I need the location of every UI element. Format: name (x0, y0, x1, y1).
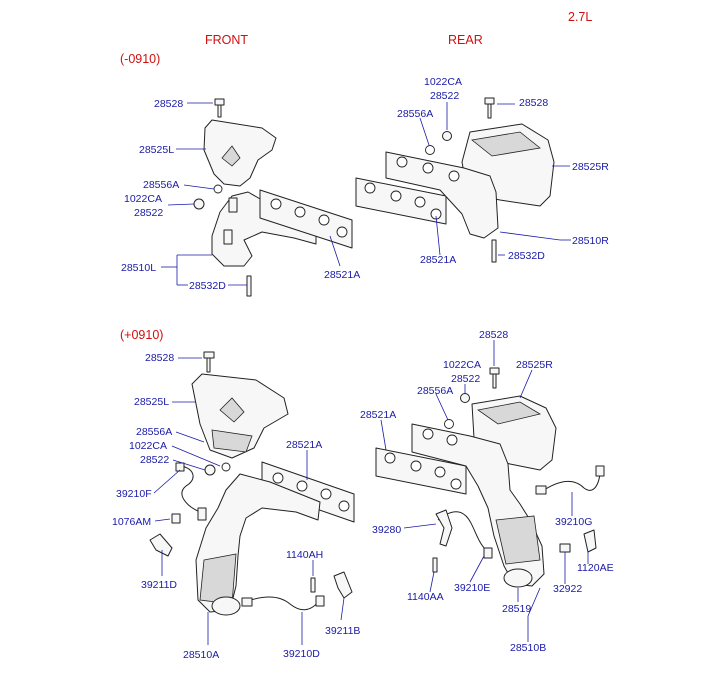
label-28528: 28528 (479, 329, 509, 341)
period-new-heading: (+0910) (120, 328, 164, 342)
label-28556A: 28556A (136, 426, 173, 438)
label-39210F: 39210F (116, 488, 152, 500)
gasket-ring-28556A (445, 420, 454, 429)
bolt-28528-top-rear (485, 98, 494, 118)
label-28556A: 28556A (417, 385, 454, 397)
label-1140AH: 1140AH (286, 549, 324, 561)
label-28556A: 28556A (397, 108, 434, 120)
label-39210E: 39210E (454, 582, 491, 594)
gasket-ring-28556A (426, 146, 435, 155)
bolt-28528-bottom-rear (490, 368, 499, 388)
label-28510R: 28510R (572, 235, 609, 247)
label-39210G: 39210G (555, 516, 593, 528)
o2-sensor-39210F (198, 508, 206, 520)
label-28525R: 28525R (516, 359, 553, 371)
label-28522: 28522 (134, 207, 164, 219)
nut-28522 (205, 465, 215, 475)
label-39280: 39280 (372, 524, 402, 536)
nut-28522 (194, 199, 204, 209)
nut-28522 (461, 394, 470, 403)
stud-28532D (247, 276, 251, 296)
bolt-28528-bottom-front (204, 352, 214, 372)
o2-sensor-39210G (536, 486, 546, 494)
label-28525L: 28525L (134, 396, 170, 408)
label-1140AA: 1140AA (407, 591, 444, 603)
bracket-39211B (334, 572, 352, 598)
heat-shield-28525L (204, 120, 276, 186)
label-1022CA: 1022CA (124, 193, 162, 205)
front-heading: FRONT (205, 33, 249, 47)
label-39211B: 39211B (325, 625, 361, 637)
top-front-assembly (121, 98, 360, 296)
label-28522: 28522 (451, 373, 481, 385)
label-28522: 28522 (140, 454, 170, 466)
label-28510B: 28510B (510, 642, 547, 654)
gasket-ring-28556A (222, 463, 230, 471)
clip-1120AE (584, 530, 596, 552)
label-28528: 28528 (519, 97, 549, 109)
label-1076AM: 1076AM (112, 516, 152, 528)
engine-label: 2.7L (568, 10, 593, 24)
bolt-1140AA (433, 558, 437, 572)
top-rear-assembly (356, 76, 609, 266)
label-28521A: 28521A (324, 269, 361, 281)
label-28510A: 28510A (183, 649, 220, 661)
label-28532D: 28532D (508, 250, 545, 262)
label-1022CA: 1022CA (129, 440, 167, 452)
clip-32922 (560, 544, 570, 552)
gasket-ring-28556A (214, 185, 222, 193)
bracket-39211D (150, 534, 172, 556)
label-28519: 28519 (502, 603, 532, 615)
bracket-39280 (436, 510, 452, 546)
nut-28522 (443, 132, 452, 141)
label-28521A: 28521A (286, 439, 323, 451)
label-28556A: 28556A (143, 179, 180, 191)
label-1022CA: 1022CA (424, 76, 462, 88)
rear-heading: REAR (448, 33, 483, 47)
label-32922: 32922 (553, 583, 583, 595)
period-old-heading: (-0910) (120, 52, 161, 66)
bottom-rear-assembly (360, 329, 614, 654)
label-28532D: 28532D (189, 280, 226, 292)
label-39210D: 39210D (283, 648, 320, 660)
label-28528: 28528 (145, 352, 175, 364)
label-28521A: 28521A (360, 409, 397, 421)
label-1120AE: 1120AE (577, 562, 614, 574)
o2-sensor-39210E (484, 548, 492, 558)
o2-sensor-39210D (242, 598, 252, 606)
label-28525R: 28525R (572, 161, 609, 173)
label-28522: 28522 (430, 90, 460, 102)
bolt-28528-top-front (215, 99, 224, 117)
stud-28532D (492, 240, 496, 262)
label-39211D: 39211D (141, 579, 178, 591)
bolt-1140AH (311, 578, 315, 592)
label-28510L: 28510L (121, 262, 157, 274)
label-28528: 28528 (154, 98, 184, 110)
clip-1076AM (172, 514, 180, 523)
bottom-front-assembly (112, 352, 360, 661)
gasket-28519 (504, 569, 532, 587)
label-1022CA: 1022CA (443, 359, 481, 371)
label-28521A: 28521A (420, 254, 457, 266)
label-28525L: 28525L (139, 144, 175, 156)
